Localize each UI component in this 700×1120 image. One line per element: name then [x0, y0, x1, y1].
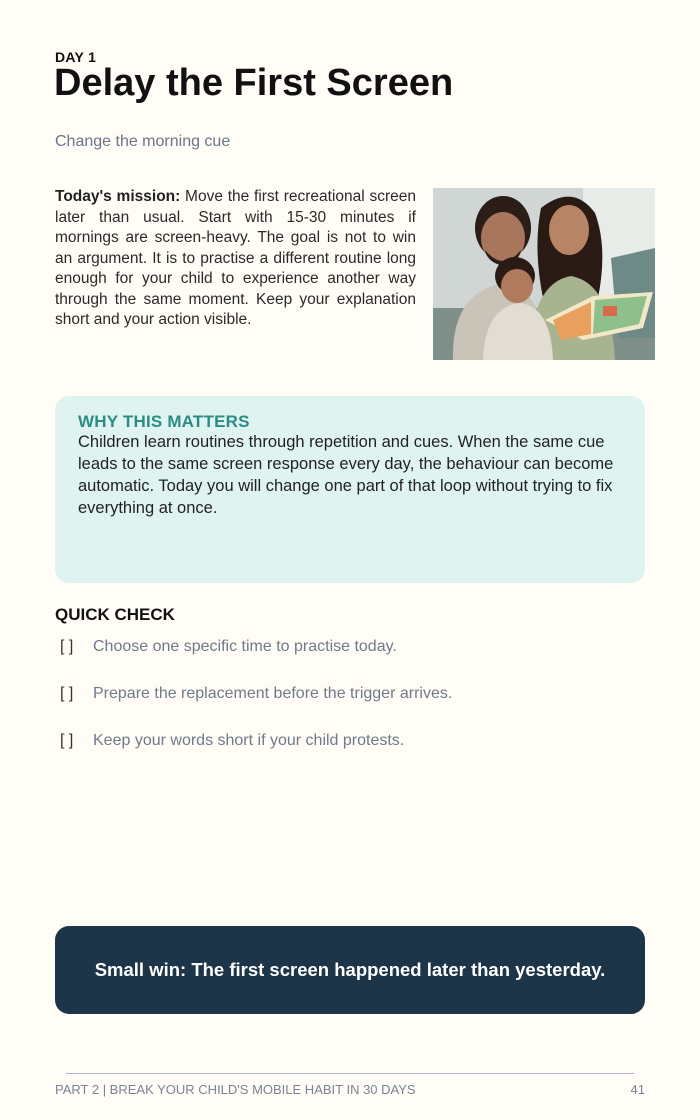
- checkbox-icon[interactable]: [ ]: [60, 685, 74, 702]
- page-title: Delay the First Screen: [54, 62, 454, 104]
- page-subtitle: Change the morning cue: [55, 133, 231, 150]
- checklist-item-text: Keep your words short if your child protests.: [93, 732, 405, 749]
- day-label: DAY 1: [55, 49, 97, 65]
- mission-paragraph: [55, 187, 416, 331]
- small-win-banner: [55, 926, 645, 1014]
- checkbox-icon[interactable]: [ ]: [60, 732, 74, 749]
- quick-check-list: [60, 638, 620, 779]
- checklist-item[interactable]: [60, 638, 620, 685]
- why-this-matters-box: [55, 396, 645, 583]
- mission-text: Move the first recreational screen later than usual. Start with 15-30 minutes if mornings are screen-heavy. The goal is not to win an argument. It is to practise a different routine long enough for your child to experience another way through the same moment. Keep your explanation short and your action visible.: [55, 188, 416, 328]
- footer-divider: [66, 1073, 634, 1074]
- checklist-item-text: Prepare the replacement before the trigger arrives.: [93, 685, 453, 702]
- checklist-item-text: Choose one specific time to practise today.: [93, 638, 397, 655]
- mission-label: Today's mission:: [55, 188, 181, 205]
- page-number: 41: [630, 1082, 645, 1097]
- checkbox-icon[interactable]: [ ]: [60, 638, 74, 655]
- why-heading: WHY THIS MATTERS: [78, 412, 250, 431]
- family-reading-illustration: [433, 188, 655, 360]
- small-win-text: Small win: The first screen happened later than yesterday.: [94, 959, 606, 980]
- quick-check-heading: QUICK CHECK: [55, 605, 175, 624]
- family-reading-photo: [433, 188, 655, 360]
- footer-book-title: PART 2 | BREAK YOUR CHILD'S MOBILE HABIT IN 30 DAYS: [55, 1082, 416, 1097]
- checklist-item[interactable]: [60, 685, 620, 732]
- checklist-item[interactable]: [60, 732, 620, 779]
- why-body: Children learn routines through repetition and cues. When the same cue leads to the same screen response every day, the behaviour can become automatic. Today you will change one part of that loop without trying to fix everything at once.: [78, 433, 614, 517]
